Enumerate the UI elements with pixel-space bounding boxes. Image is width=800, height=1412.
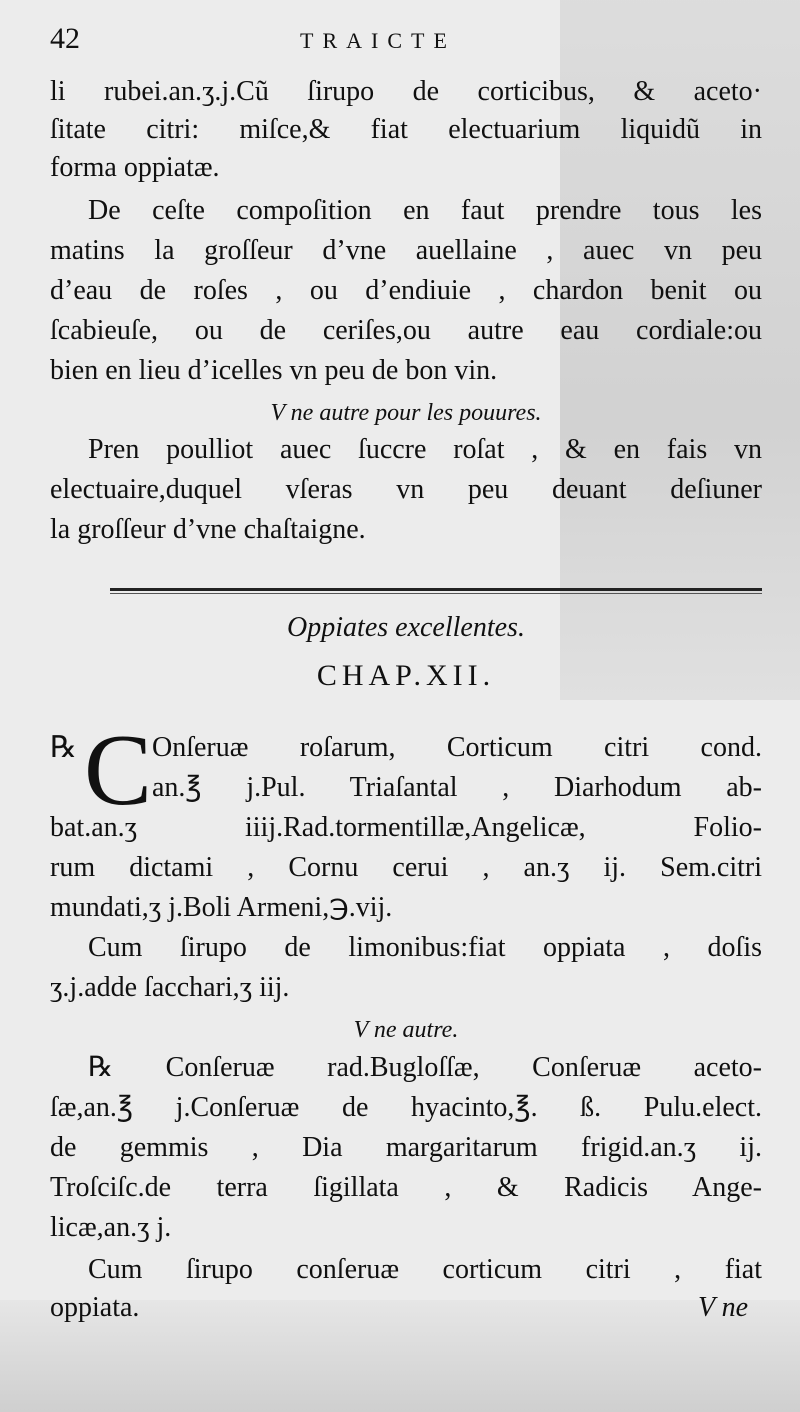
text-line: de gemmis , Dia margaritarum frigid.an.ʒ ij. [50, 1132, 762, 1163]
text-line: an.℥ j.Pul. Triaſantal , Diarhodum ab- [152, 772, 762, 803]
text-line: mundati,ʒ j.Boli Armeni,℈.vij. [50, 892, 393, 923]
text-line: Cum ſirupo de limonibus:fiat oppiata , doſis [88, 932, 762, 963]
text-line: Cum ſirupo conſeruæ corticum citri , fiat [88, 1254, 762, 1285]
text-line: li rubei.an.ʒ.j.Cũ ſirupo de corticibus, & aceto· [50, 76, 762, 107]
text-line: Troſciſc.de terra ſigillata , & Radicis Ange- [50, 1172, 762, 1203]
text-line: ℞ Conſeruæ rad.Bugloſſæ, Conſeruæ aceto- [88, 1052, 762, 1083]
text-line: rum dictami , Cornu cerui , an.ʒ ij. Sem.citri [50, 852, 762, 883]
running-title: TRAICTE [300, 28, 456, 53]
section-rule [110, 588, 762, 591]
text-line: ſcabieuſe, ou de ceriſes,ou autre eau cordiale:ou [50, 315, 762, 346]
text-line: bat.an.ʒ iiij.Rad.tormentillæ,Angelicæ, Folio- [50, 812, 762, 843]
text-line: bien en lieu d’icelles vn peu de bon vin. [50, 355, 498, 386]
text-line: De ceſte compoſition en faut prendre tous les [88, 195, 762, 226]
section-title: Oppiates excellentes. [287, 612, 525, 643]
page-number: 42 [50, 22, 80, 55]
text-line: ʒ.j.adde ſacchari,ʒ iij. [50, 972, 290, 1003]
text-line: ſæ,an.℥ j.Conſeruæ de hyacinto,℥. ß. Pulu.elect. [50, 1092, 762, 1123]
text-line: Pren poulliot auec ſuccre roſat , & en fais vn [88, 434, 762, 465]
chapter-heading: CHAP.XII. [316, 659, 496, 692]
text-line: forma oppiatæ. [50, 152, 220, 183]
recipe-symbol-icon: ℞ [50, 730, 77, 765]
catchword: V ne [698, 1292, 749, 1323]
text-line: d’eau de roſes , ou d’endiuie , chardon benit ou [50, 275, 762, 306]
text-line: Onſeruæ roſarum, Corticum citri cond. [152, 732, 762, 763]
subheading: V ne autre. [353, 1017, 459, 1043]
text-line: licæ,an.ʒ j. [50, 1212, 172, 1243]
text-line: la groſſeur d’vne chaſtaigne. [50, 514, 366, 545]
text-line: oppiata. [50, 1292, 140, 1323]
subheading: V ne autre pour les pouures. [270, 400, 542, 426]
section-rule-thin [110, 593, 762, 594]
text-line: electuaire,duquel vſeras vn peu deuant deſiuner [50, 474, 762, 505]
drop-cap: C [84, 714, 153, 827]
text-line: matins la groſſeur d’vne auellaine , auec vn peu [50, 235, 762, 266]
text-line: ſitate citri: miſce,& fiat electuarium liquidũ in [50, 114, 762, 145]
